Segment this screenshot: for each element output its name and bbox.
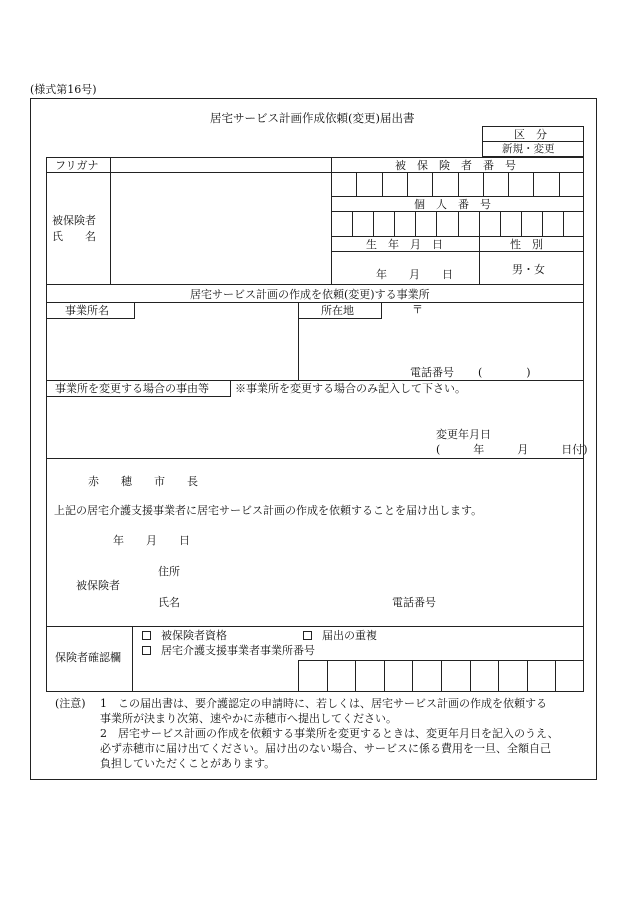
provider-digit-divider	[355, 660, 356, 692]
category-header: 区 分	[514, 128, 547, 141]
checkbox-icon[interactable]	[142, 631, 151, 640]
check-provider-number[interactable]	[142, 645, 315, 656]
declaration-text: 上記の居宅介護支援事業者に居宅サービス計画の作成を依頼することを届け出します。	[54, 504, 483, 517]
birthdate-label: 生 年 月 日	[366, 238, 443, 251]
check-duplicate-label: 届出の重複	[322, 629, 377, 642]
provider-digit-divider	[327, 660, 328, 692]
personal-digit-divider	[394, 211, 395, 236]
category-value[interactable]: 新規・変更	[502, 143, 555, 155]
insured-digit-divider	[508, 172, 509, 196]
personal-digit-divider	[521, 211, 522, 236]
change-reason-note: ※事業所を変更する場合のみ記入して下さい。	[235, 382, 466, 395]
address-label: 所在地	[321, 304, 354, 317]
personal-number-label: 個 人 番 号	[414, 198, 491, 211]
insured-digit-divider	[432, 172, 433, 196]
change-reason-label: 事業所を変更する場合の事由等	[55, 382, 209, 395]
personal-digit-divider	[500, 211, 501, 236]
provider-digit-divider	[498, 660, 499, 692]
insured-digit-divider	[483, 172, 484, 196]
applicant-name-field[interactable]	[186, 593, 386, 609]
change-reason-field[interactable]	[50, 400, 420, 454]
personal-digit-divider	[352, 211, 353, 236]
birthdate-value[interactable]: 年 月 日	[376, 268, 453, 281]
insured-digit-divider	[533, 172, 534, 196]
applicant-label: 被保険者	[76, 579, 120, 592]
provider-digit-divider	[470, 660, 471, 692]
furigana-field[interactable]	[114, 160, 324, 172]
personal-digit-divider	[415, 211, 416, 236]
gender-label: 性 別	[510, 238, 543, 251]
personal-digit-divider	[479, 211, 480, 236]
personal-digit-divider	[563, 211, 564, 236]
insured-digit-divider	[356, 172, 357, 196]
office-name-label: 事業所名	[65, 304, 109, 317]
postal-mark: 〒	[412, 303, 423, 316]
applicant-phone-label: 電話番号	[392, 596, 436, 609]
insured-digit-divider	[559, 172, 560, 196]
insured-number-label: 被 保 険 者 番 号	[395, 159, 516, 172]
form-number: (様式第16号)	[30, 83, 97, 96]
insured-name-label-1: 被保険者	[52, 214, 96, 227]
note-1-line-1: この届出書は、要介護認定の申請時に、若しくは、居宅サービス計画の作成を依頼する	[118, 697, 547, 710]
note-2-line-1: 居宅サービス計画の作成を依頼する事業所を変更するときは、変更年月日を記入のうえ、	[118, 727, 559, 740]
office-section-title: 居宅サービス計画の作成を依頼(変更)する事業所	[190, 288, 430, 301]
insurer-check-label: 保険者確認欄	[55, 651, 121, 664]
change-date-field[interactable]: ( 年 月 日付)	[436, 443, 588, 456]
notes-label: (注意)	[55, 697, 86, 710]
insured-name-label-2: 氏 名	[52, 230, 96, 243]
personal-digit-divider	[436, 211, 437, 236]
declaration-date[interactable]: 年 月 日	[113, 534, 190, 547]
insured-digit-divider	[382, 172, 383, 196]
insured-digit-divider	[407, 172, 408, 196]
check-qualification[interactable]	[142, 630, 227, 641]
check-duplicate[interactable]	[303, 630, 377, 641]
applicant-name-label: 氏名	[158, 596, 180, 609]
provider-digit-divider	[298, 660, 299, 692]
note-1-number: 1	[100, 697, 107, 710]
personal-digit-divider	[373, 211, 374, 236]
form-title: 居宅サービス計画作成依頼(変更)届出書	[210, 111, 415, 125]
checkbox-icon[interactable]	[142, 646, 151, 655]
furigana-label: フリガナ	[55, 159, 99, 172]
office-name-field[interactable]	[50, 322, 294, 377]
provider-digit-divider	[527, 660, 528, 692]
provider-digit-divider	[441, 660, 442, 692]
note-2-line-2: 必ず赤穂市に届け出てください。届け出のない場合、サービスに係る費用を一旦、全額自己	[100, 742, 551, 755]
applicant-address-field[interactable]	[186, 562, 566, 578]
gender-value[interactable]: 男・女	[512, 263, 545, 276]
note-2-line-3: 負担していただくことがあります。	[100, 757, 276, 770]
change-date-label: 変更年月日	[436, 428, 491, 441]
checkbox-icon[interactable]	[303, 631, 312, 640]
insured-digit-divider	[458, 172, 459, 196]
office-phone-label: 電話番号	[410, 366, 454, 379]
check-provider-number-label: 居宅介護支援事業者事業所番号	[161, 644, 315, 657]
provider-digit-divider	[412, 660, 413, 692]
personal-digit-divider	[458, 211, 459, 236]
applicant-address-label: 住所	[158, 565, 180, 578]
office-phone-field[interactable]: ( )	[478, 366, 531, 379]
personal-digit-divider	[542, 211, 543, 236]
check-qualification-label: 被保険者資格	[161, 629, 227, 642]
addressee: 赤 穂 市 長	[88, 475, 198, 488]
address-field[interactable]	[302, 322, 580, 362]
insured-name-field[interactable]	[114, 178, 324, 278]
note-1-line-2: 事業所が決まり次第、速やかに赤穂市へ提出してください。	[100, 712, 397, 725]
provider-digit-divider	[384, 660, 385, 692]
provider-digit-divider	[555, 660, 556, 692]
note-2-number: 2	[100, 727, 107, 740]
